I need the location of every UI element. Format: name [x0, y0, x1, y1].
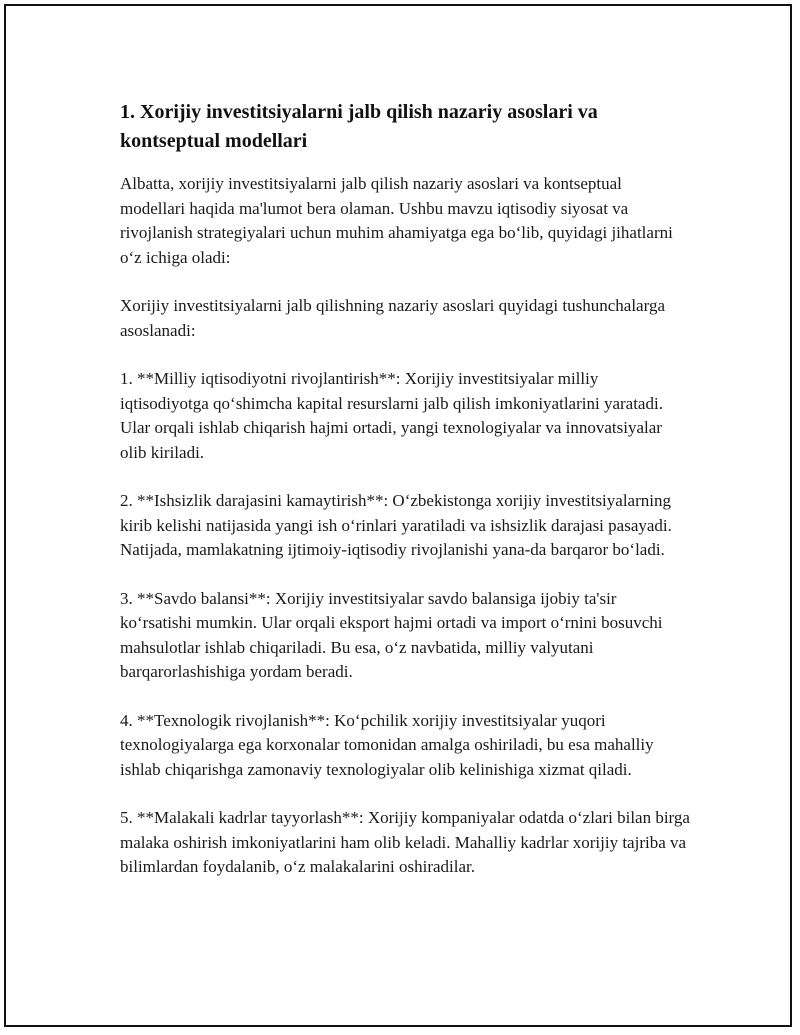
- list-item-4: 4. **Texnologik rivojlanish**: Ko‘pchilik xorijiy investitsiyalar yuqori texnologiyalarga ega korxonalar tomonidan amalga oshiriladi, bu esa mahalliy ishlab chiqarishga zamonaviy texnologiyalar olib kelinishiga xizmat qiladi.: [120, 710, 654, 779]
- intro-paragraph: Albatta, xorijiy investitsiyalarni jalb qilish nazariy asoslari va kontseptual modellari haqida ma'lumot bera olaman. Ushbu mavzu iqtisodiy siyosat va rivojlanish strategiyalari uchun muhim ahamiyatga ega bo‘lib, quyidagi jihatlarni o‘z ichiga oladi:: [120, 174, 673, 267]
- list-item-1: 1. **Milliy iqtisodiyotni rivojlantirish**: Xorijiy investitsiyalar milliy iqtisodiyotga qo‘shimcha kapital resurslarni jalb qilish imkoniyatlarini yaratadi. Ular orqali ishlab chiqarish hajmi ortadi, yangi texnologiyalar va innovatsiyalar olib kiriladi.: [120, 369, 663, 462]
- list-item-3: 3. **Savdo balansi**: Xorijiy investitsiyalar savdo balansiga ijobiy ta'sir ko‘rsatishi mumkin. Ular orqali eksport hajmi ortadi va import o‘rnini bosuvchi mahsulotlar ishlab chiqariladi. Bu esa, o‘z navbatida, milliy valyutani barqarorlashishiga yordam beradi.: [120, 588, 663, 681]
- lead-in-paragraph: Xorijiy investitsiyalarni jalb qilishning nazariy asoslari quyidagi tushunchalarga asoslanadi:: [120, 296, 665, 340]
- list-item-5: 5. **Malakali kadrlar tayyorlash**: Xorijiy kompaniyalar odatda o‘zlari bilan birga malaka oshirish imkoniyatlarini ham olib keladi. Mahalliy kadrlar xorijiy tajriba va bilimlardan foydalanib, o‘z malakalarini oshiradilar.: [120, 808, 690, 876]
- list-item-2: 2. **Ishsizlik darajasini kamaytirish**: O‘zbekistonga xorijiy investitsiyalarning kirib kelishi natijasida yangi ish o‘rinlari yaratiladi va ishsizlik darajasi pasayadi. Natijada, mamlakatning ijtimoiy-iqtisodiy rivojlanishi yana-da barqaror bo‘ladi.: [120, 491, 672, 559]
- document-content: [120, 98, 690, 904]
- page-frame: [4, 4, 792, 1027]
- page-title: 1. Xorijiy investitsiyalarni jalb qilish nazariy asoslari va kontseptual modellari: [120, 101, 598, 152]
